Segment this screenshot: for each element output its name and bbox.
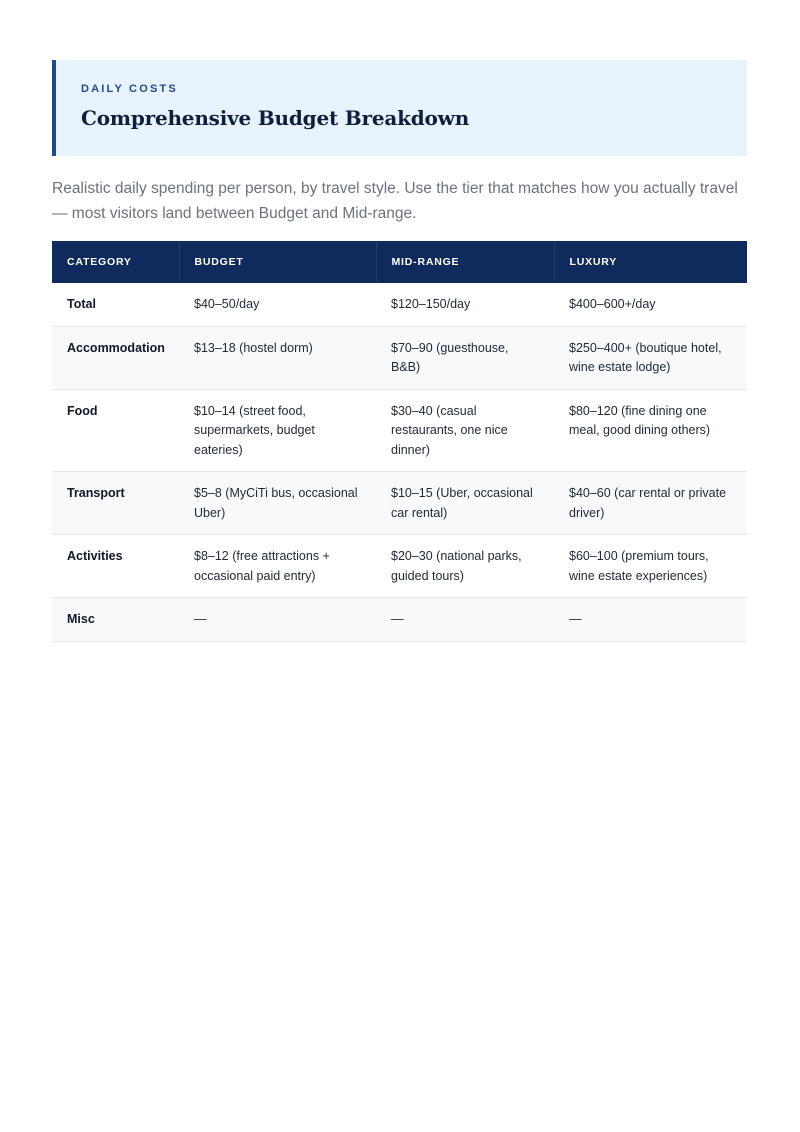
row-category: Accommodation <box>52 326 179 389</box>
luxury-cell: $400–600+/day <box>554 283 747 326</box>
mid-range-cell: — <box>376 598 554 642</box>
section-header <box>52 60 747 156</box>
table-row <box>52 472 747 535</box>
table-row <box>52 283 747 326</box>
column-header-luxury: LUXURY <box>554 241 747 283</box>
row-category: Food <box>52 389 179 472</box>
row-category: Misc <box>52 598 179 642</box>
mid-range-cell: $20–30 (national parks, guided tours) <box>376 535 554 598</box>
budget-table <box>52 241 747 642</box>
budget-cell: $40–50/day <box>179 283 376 326</box>
luxury-cell: — <box>554 598 747 642</box>
table-row <box>52 535 747 598</box>
column-header-budget: BUDGET <box>179 241 376 283</box>
table-row <box>52 598 747 642</box>
budget-cell: $8–12 (free attractions + occasional paid entry) <box>179 535 376 598</box>
intro-paragraph: Realistic daily spending per person, by travel style. Use the tier that matches how you actually travel — most visitors land between Budget and Mid-range. <box>52 180 738 222</box>
row-category: Total <box>52 283 179 326</box>
table-header <box>52 241 747 283</box>
section-eyebrow: DAILY COSTS <box>81 83 178 95</box>
luxury-cell: $40–60 (car rental or private driver) <box>554 472 747 535</box>
budget-cell: $13–18 (hostel dorm) <box>179 326 376 389</box>
row-category: Activities <box>52 535 179 598</box>
luxury-cell: $80–120 (fine dining one meal, good dining others) <box>554 389 747 472</box>
mid-range-cell: $70–90 (guesthouse, B&B) <box>376 326 554 389</box>
budget-cell: $5–8 (MyCiTi bus, occasional Uber) <box>179 472 376 535</box>
table-row <box>52 389 747 472</box>
budget-cell: — <box>179 598 376 642</box>
budget-cell: $10–14 (street food, supermarkets, budget eateries) <box>179 389 376 472</box>
mid-range-cell: $10–15 (Uber, occasional car rental) <box>376 472 554 535</box>
mid-range-cell: $30–40 (casual restaurants, one nice dinner) <box>376 389 554 472</box>
page-title: Comprehensive Budget Breakdown <box>81 106 470 130</box>
column-header-mid-range: MID-RANGE <box>376 241 554 283</box>
luxury-cell: $250–400+ (boutique hotel, wine estate lodge) <box>554 326 747 389</box>
column-header-category: CATEGORY <box>52 241 179 283</box>
table-row <box>52 326 747 389</box>
table-body <box>52 283 747 641</box>
mid-range-cell: $120–150/day <box>376 283 554 326</box>
luxury-cell: $60–100 (premium tours, wine estate experiences) <box>554 535 747 598</box>
table-header-row <box>52 241 747 283</box>
row-category: Transport <box>52 472 179 535</box>
